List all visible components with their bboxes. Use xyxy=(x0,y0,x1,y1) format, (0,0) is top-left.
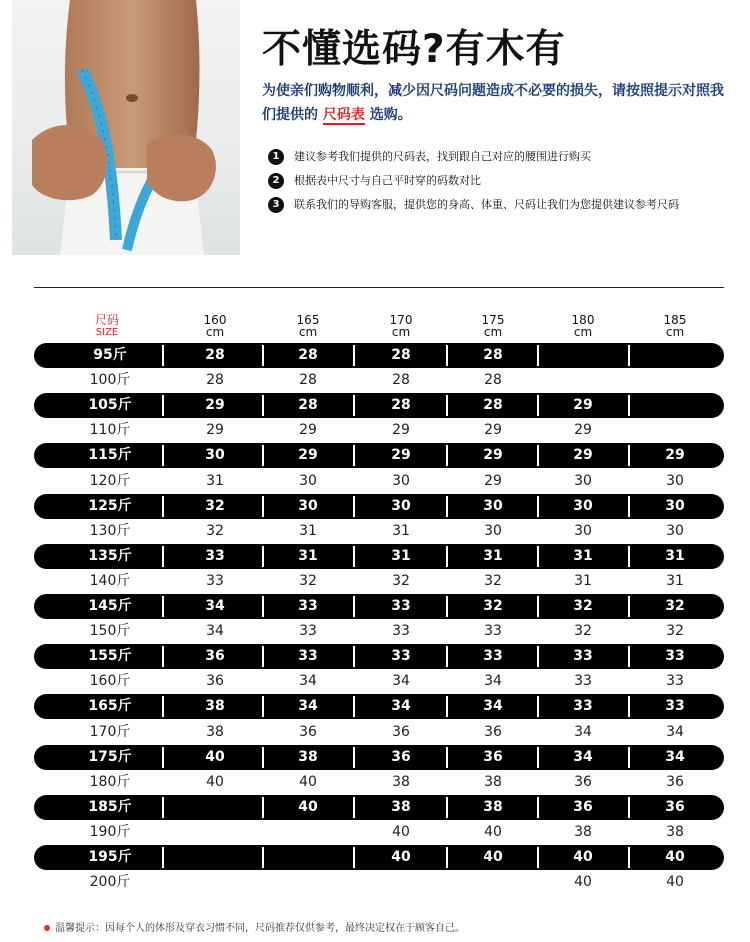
weight-cell: 135斤 xyxy=(88,547,132,564)
size-cell: 29 xyxy=(665,447,685,464)
table-row xyxy=(34,870,724,895)
measuring-tape-illustration xyxy=(12,0,240,255)
table-row xyxy=(34,569,724,594)
size-cell: 33 xyxy=(205,547,225,564)
table-row xyxy=(34,795,724,820)
weight-cell: 165斤 xyxy=(88,698,132,715)
table-row xyxy=(34,393,724,418)
size-cell xyxy=(190,845,240,870)
column-separator xyxy=(446,345,448,366)
size-cell: 36 xyxy=(391,748,411,765)
column-separator xyxy=(162,345,164,366)
column-separator xyxy=(162,445,164,466)
column-separator xyxy=(262,797,264,818)
size-cell xyxy=(558,343,608,368)
size-cell xyxy=(650,368,700,393)
size-cell: 29 xyxy=(392,422,410,439)
size-cell xyxy=(650,343,700,368)
size-cell: 30 xyxy=(666,522,684,539)
table-row xyxy=(34,694,724,719)
weight-cell: 145斤 xyxy=(88,598,132,614)
table-row xyxy=(34,519,724,544)
size-cell xyxy=(283,870,333,895)
column-separator xyxy=(628,546,630,567)
size-cell: 31 xyxy=(298,547,318,564)
size-cell: 29 xyxy=(298,447,318,464)
table-row xyxy=(34,469,724,494)
size-cell: 31 xyxy=(299,522,317,539)
table-row xyxy=(34,368,724,393)
column-separator xyxy=(628,797,630,818)
size-cell: 33 xyxy=(299,623,317,640)
size-cell: 33 xyxy=(391,648,411,665)
column-separator xyxy=(262,696,264,717)
size-cell: 40 xyxy=(574,874,592,891)
weight-cell: 150斤 xyxy=(89,623,131,640)
size-cell: 38 xyxy=(392,773,410,790)
size-cell: 30 xyxy=(665,497,685,514)
size-cell: 33 xyxy=(666,673,684,690)
size-cell: 29 xyxy=(205,397,225,414)
size-cell: 38 xyxy=(483,798,503,815)
size-cell: 30 xyxy=(483,497,503,514)
height-value: 175 xyxy=(481,313,505,327)
table-row xyxy=(34,669,724,694)
size-cell xyxy=(190,820,240,845)
step-number-icon: 3 xyxy=(268,197,284,213)
size-cell: 30 xyxy=(574,472,592,489)
step-text: 根据表中尺寸与自己平时穿的码数对比 xyxy=(294,174,481,187)
size-cell: 36 xyxy=(392,723,410,740)
size-cell: 34 xyxy=(391,698,411,715)
size-cell: 34 xyxy=(573,748,593,765)
size-cell: 28 xyxy=(483,397,503,414)
size-cell xyxy=(190,795,240,820)
size-cell: 34 xyxy=(665,748,685,765)
column-separator xyxy=(162,747,164,768)
size-cell: 31 xyxy=(391,547,411,564)
size-cell: 28 xyxy=(391,397,411,414)
height-column-header xyxy=(190,314,240,338)
size-cell xyxy=(650,393,700,418)
weight-cell: 195斤 xyxy=(88,849,132,865)
size-cell: 40 xyxy=(392,823,410,840)
size-cell: 32 xyxy=(299,572,317,589)
size-cell: 40 xyxy=(391,849,411,865)
size-cell: 36 xyxy=(483,748,503,765)
column-separator xyxy=(262,546,264,567)
column-separator xyxy=(162,847,164,868)
size-cell: 28 xyxy=(483,347,503,363)
column-separator xyxy=(628,345,630,366)
height-column-header xyxy=(650,314,700,338)
size-cell: 33 xyxy=(665,698,685,715)
size-cell: 30 xyxy=(666,472,684,489)
column-separator xyxy=(162,646,164,667)
size-cell: 33 xyxy=(665,648,685,665)
weight-cell: 110斤 xyxy=(89,422,131,439)
size-cell: 34 xyxy=(484,673,502,690)
size-cell: 29 xyxy=(483,447,503,464)
size-cell: 30 xyxy=(298,497,318,514)
table-row xyxy=(34,619,724,644)
intro-text-end: 选购。 xyxy=(369,107,412,123)
size-cell: 38 xyxy=(391,798,411,815)
column-separator xyxy=(537,646,539,667)
height-column-header xyxy=(468,314,518,338)
step-number-icon: 2 xyxy=(268,173,284,189)
weight-cell: 105斤 xyxy=(88,397,132,414)
step-item xyxy=(268,170,738,192)
size-cell: 33 xyxy=(483,648,503,665)
size-cell: 40 xyxy=(299,773,317,790)
height-unit: cm xyxy=(665,325,685,339)
size-cell: 36 xyxy=(574,773,592,790)
height-value: 185 xyxy=(663,313,687,327)
step-list xyxy=(268,146,738,218)
column-separator xyxy=(446,596,448,617)
size-cell: 30 xyxy=(205,447,225,464)
size-cell: 36 xyxy=(206,673,224,690)
table-row xyxy=(34,720,724,745)
size-cell: 31 xyxy=(574,572,592,589)
size-cell: 38 xyxy=(574,823,592,840)
column-separator xyxy=(537,847,539,868)
page-title: 不懂选码?有木有 xyxy=(262,27,566,72)
size-cell: 34 xyxy=(298,698,318,715)
weight-cell: 180斤 xyxy=(89,773,131,790)
column-separator xyxy=(628,596,630,617)
weight-cell: 95斤 xyxy=(93,347,127,363)
size-cell: 33 xyxy=(573,698,593,715)
size-cell: 28 xyxy=(298,397,318,414)
column-separator xyxy=(537,345,539,366)
size-cell: 33 xyxy=(206,572,224,589)
table-row xyxy=(34,644,724,669)
size-cell: 32 xyxy=(206,522,224,539)
column-separator xyxy=(628,847,630,868)
size-label-cn: 尺码 xyxy=(94,313,119,327)
size-cell: 30 xyxy=(574,522,592,539)
size-cell: 29 xyxy=(391,447,411,464)
step-item xyxy=(268,194,738,216)
height-value: 180 xyxy=(571,313,595,327)
size-cell: 33 xyxy=(573,648,593,665)
column-separator xyxy=(162,496,164,517)
column-separator xyxy=(628,747,630,768)
column-separator xyxy=(353,345,355,366)
size-cell: 31 xyxy=(206,472,224,489)
column-separator xyxy=(353,747,355,768)
size-cell: 40 xyxy=(665,849,685,865)
size-cell: 36 xyxy=(299,723,317,740)
weight-cell: 140斤 xyxy=(89,572,131,589)
weight-cell: 190斤 xyxy=(89,823,131,840)
size-cell: 38 xyxy=(205,698,225,715)
size-column-label xyxy=(80,314,134,338)
height-value: 170 xyxy=(389,313,413,327)
size-cell: 29 xyxy=(573,397,593,414)
size-cell: 32 xyxy=(484,572,502,589)
size-cell: 30 xyxy=(299,472,317,489)
column-separator xyxy=(537,696,539,717)
weight-cell: 175斤 xyxy=(88,748,132,765)
step-item xyxy=(268,146,738,168)
size-cell: 40 xyxy=(205,748,225,765)
table-row xyxy=(34,343,724,368)
column-separator xyxy=(353,546,355,567)
size-chart-highlight: 尺码表 xyxy=(322,107,365,123)
size-cell: 32 xyxy=(205,497,225,514)
size-cell: 29 xyxy=(484,472,502,489)
column-separator xyxy=(628,445,630,466)
column-separator xyxy=(446,546,448,567)
table-row xyxy=(34,494,724,519)
size-cell: 32 xyxy=(574,623,592,640)
size-cell: 40 xyxy=(206,773,224,790)
column-separator xyxy=(353,395,355,416)
size-cell: 36 xyxy=(665,798,685,815)
size-cell xyxy=(468,870,518,895)
column-separator xyxy=(537,596,539,617)
size-cell: 34 xyxy=(206,623,224,640)
weight-cell: 120斤 xyxy=(89,472,131,489)
size-cell: 32 xyxy=(573,598,593,614)
size-cell: 31 xyxy=(665,547,685,564)
size-cell: 38 xyxy=(298,748,318,765)
column-separator xyxy=(262,445,264,466)
table-row xyxy=(34,418,724,443)
size-cell: 36 xyxy=(484,723,502,740)
size-cell: 29 xyxy=(206,422,224,439)
column-separator xyxy=(353,646,355,667)
footnote-text: 温馨提示：因每个人的体形及穿衣习惯不同，尺码推荐仅供参考，最终决定权在于顾客自己。 xyxy=(55,923,465,934)
size-cell: 36 xyxy=(205,648,225,665)
size-cell: 38 xyxy=(666,823,684,840)
column-separator xyxy=(446,395,448,416)
column-separator xyxy=(446,797,448,818)
weight-cell: 100斤 xyxy=(89,372,131,389)
column-separator xyxy=(446,847,448,868)
table-row xyxy=(34,594,724,619)
size-cell: 40 xyxy=(666,874,684,891)
size-cell: 28 xyxy=(392,372,410,389)
height-unit: cm xyxy=(483,325,503,339)
column-separator xyxy=(537,546,539,567)
column-separator xyxy=(628,395,630,416)
size-cell: 34 xyxy=(205,598,225,614)
column-separator xyxy=(262,596,264,617)
column-separator xyxy=(262,646,264,667)
column-separator xyxy=(628,496,630,517)
height-unit: cm xyxy=(298,325,318,339)
size-cell: 28 xyxy=(484,372,502,389)
size-cell: 29 xyxy=(299,422,317,439)
weight-cell: 115斤 xyxy=(88,447,132,464)
column-separator xyxy=(262,395,264,416)
weight-cell: 130斤 xyxy=(89,522,131,539)
step-text: 联系我们的导购客服，提供您的身高、体重、尺码让我们为您提供建议参考尺码 xyxy=(294,198,679,211)
column-separator xyxy=(353,847,355,868)
table-row xyxy=(34,770,724,795)
column-separator xyxy=(537,747,539,768)
step-text: 建议参考我们提供的尺码表，找到跟自己对应的腰围进行购买 xyxy=(294,150,591,163)
height-unit: cm xyxy=(573,325,593,339)
size-cell: 33 xyxy=(391,598,411,614)
column-separator xyxy=(162,395,164,416)
size-cell: 30 xyxy=(484,522,502,539)
column-separator xyxy=(628,696,630,717)
size-cell: 34 xyxy=(574,723,592,740)
height-column-header xyxy=(376,314,426,338)
footnote xyxy=(44,919,465,934)
size-cell: 40 xyxy=(483,849,503,865)
height-value: 160 xyxy=(203,313,227,327)
column-separator xyxy=(262,496,264,517)
column-separator xyxy=(162,797,164,818)
column-separator xyxy=(353,797,355,818)
size-cell: 40 xyxy=(298,798,318,815)
table-row xyxy=(34,443,724,468)
step-number-icon: 1 xyxy=(268,149,284,165)
size-cell xyxy=(650,418,700,443)
size-cell: 28 xyxy=(206,372,224,389)
column-separator xyxy=(162,546,164,567)
size-cell xyxy=(190,870,240,895)
weight-cell: 200斤 xyxy=(89,874,131,891)
size-cell: 33 xyxy=(574,673,592,690)
size-cell: 32 xyxy=(665,598,685,614)
column-separator xyxy=(162,696,164,717)
size-cell: 33 xyxy=(484,623,502,640)
size-cell: 28 xyxy=(298,347,318,363)
size-cell: 31 xyxy=(666,572,684,589)
size-cell xyxy=(376,870,426,895)
size-cell: 40 xyxy=(573,849,593,865)
size-cell: 38 xyxy=(484,773,502,790)
size-cell: 28 xyxy=(391,347,411,363)
bullet-dot-icon xyxy=(44,925,50,931)
column-separator xyxy=(262,847,264,868)
table-row xyxy=(34,544,724,569)
column-separator xyxy=(446,747,448,768)
size-cell: 31 xyxy=(483,547,503,564)
intro-text-start: 为使亲们购物顺利，减少因尺码问题造成不必要的损失，请按照提示对照我们提供的 xyxy=(262,83,724,123)
size-cell: 40 xyxy=(484,823,502,840)
weight-cell: 185斤 xyxy=(88,798,132,815)
column-separator xyxy=(446,496,448,517)
table-row xyxy=(34,820,724,845)
size-cell: 32 xyxy=(666,623,684,640)
table-row xyxy=(34,845,724,870)
size-cell xyxy=(283,845,333,870)
size-cell xyxy=(283,820,333,845)
size-cell: 31 xyxy=(573,547,593,564)
size-cell: 30 xyxy=(392,472,410,489)
size-cell: 34 xyxy=(666,723,684,740)
column-separator xyxy=(446,445,448,466)
weight-cell: 170斤 xyxy=(89,723,131,740)
size-cell: 28 xyxy=(205,347,225,363)
column-separator xyxy=(537,797,539,818)
column-separator xyxy=(262,345,264,366)
size-cell: 32 xyxy=(483,598,503,614)
size-cell: 30 xyxy=(573,497,593,514)
column-separator xyxy=(353,445,355,466)
weight-cell: 125斤 xyxy=(88,497,132,514)
column-separator xyxy=(353,596,355,617)
size-cell: 34 xyxy=(483,698,503,715)
size-cell: 30 xyxy=(391,497,411,514)
column-separator xyxy=(537,395,539,416)
size-cell: 29 xyxy=(574,422,592,439)
size-cell: 34 xyxy=(392,673,410,690)
section-divider xyxy=(34,287,724,288)
size-cell: 33 xyxy=(298,598,318,614)
column-separator xyxy=(537,496,539,517)
size-cell: 36 xyxy=(573,798,593,815)
height-column-header xyxy=(283,314,333,338)
height-value: 165 xyxy=(296,313,320,327)
column-separator xyxy=(162,596,164,617)
column-separator xyxy=(353,496,355,517)
waist-measuring-photo xyxy=(12,0,240,255)
size-cell: 33 xyxy=(392,623,410,640)
height-unit: cm xyxy=(391,325,411,339)
column-separator xyxy=(353,696,355,717)
size-cell: 38 xyxy=(206,723,224,740)
size-cell xyxy=(558,368,608,393)
size-cell: 31 xyxy=(392,522,410,539)
weight-cell: 160斤 xyxy=(89,673,131,690)
intro-text xyxy=(262,79,732,127)
column-separator xyxy=(628,646,630,667)
size-cell: 33 xyxy=(298,648,318,665)
size-cell: 36 xyxy=(666,773,684,790)
size-cell: 32 xyxy=(392,572,410,589)
height-unit: cm xyxy=(205,325,225,339)
column-separator xyxy=(262,747,264,768)
column-separator xyxy=(537,445,539,466)
size-cell: 34 xyxy=(299,673,317,690)
column-separator xyxy=(446,696,448,717)
column-separator xyxy=(446,646,448,667)
height-column-header xyxy=(558,314,608,338)
size-cell: 29 xyxy=(573,447,593,464)
size-cell: 29 xyxy=(484,422,502,439)
size-cell: 28 xyxy=(299,372,317,389)
weight-cell: 155斤 xyxy=(88,648,132,665)
size-label-en: SIZE xyxy=(95,327,119,338)
table-row xyxy=(34,745,724,770)
